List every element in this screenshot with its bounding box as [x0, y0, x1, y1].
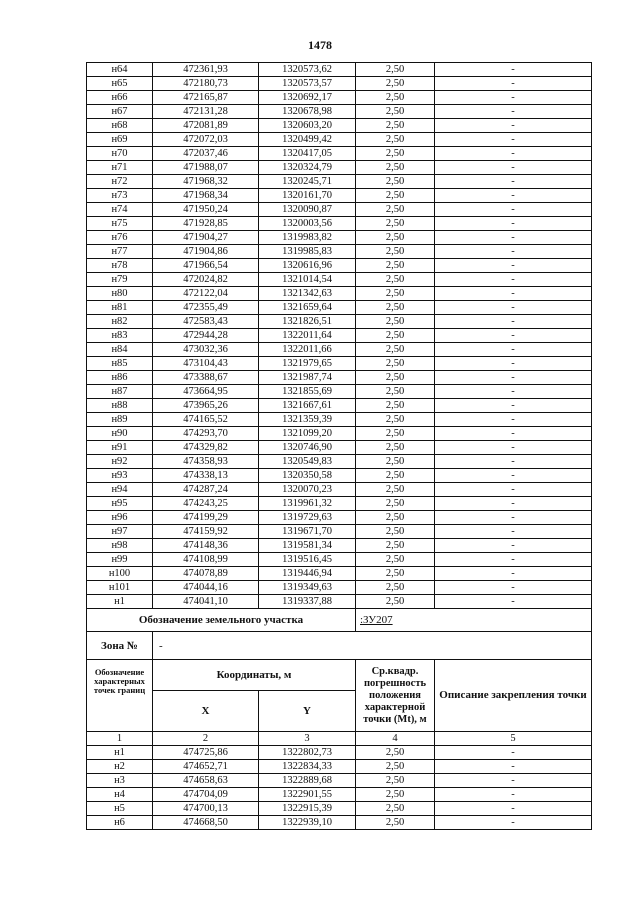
error-cell: 2,50 — [356, 595, 435, 609]
x-coordinate-cell: 472180,73 — [153, 77, 259, 91]
x-coordinate-cell: 471904,86 — [153, 245, 259, 259]
y-coordinate-cell: 1321014,54 — [259, 273, 356, 287]
point-name-cell: н91 — [87, 441, 153, 455]
table-row — [87, 497, 592, 511]
description-cell: - — [435, 77, 592, 91]
error-cell: 2,50 — [356, 105, 435, 119]
table-row — [87, 371, 592, 385]
x-coordinate-cell: 474668,50 — [153, 816, 259, 830]
point-name-cell: н99 — [87, 553, 153, 567]
page-number: 1478 — [308, 38, 332, 52]
point-name-cell: н74 — [87, 203, 153, 217]
y-coordinate-cell: 1322901,55 — [259, 788, 356, 802]
table-row — [87, 231, 592, 245]
error-cell: 2,50 — [356, 133, 435, 147]
description-cell: - — [435, 245, 592, 259]
x-coordinate-cell: 473965,26 — [153, 399, 259, 413]
y-coordinate-cell: 1320161,70 — [259, 189, 356, 203]
y-coordinate-cell: 1319983,82 — [259, 231, 356, 245]
y-coordinate-cell: 1322939,10 — [259, 816, 356, 830]
error-cell: 2,50 — [356, 483, 435, 497]
error-cell: 2,50 — [356, 91, 435, 105]
error-cell: 2,50 — [356, 469, 435, 483]
y-coordinate-cell: 1319671,70 — [259, 525, 356, 539]
point-name-cell: н94 — [87, 483, 153, 497]
x-coordinate-cell: 474658,63 — [153, 774, 259, 788]
parcel-label: Обозначение земельного участка — [87, 609, 356, 632]
coordinates-table-top — [87, 63, 592, 609]
error-cell: 2,50 — [356, 511, 435, 525]
y-coordinate-cell: 1320070,23 — [259, 483, 356, 497]
y-coordinate-cell: 1320324,79 — [259, 161, 356, 175]
error-cell: 2,50 — [356, 371, 435, 385]
point-name-cell: н70 — [87, 147, 153, 161]
y-coordinate-cell: 1320499,42 — [259, 133, 356, 147]
table-row — [87, 816, 592, 830]
table-row — [87, 343, 592, 357]
description-cell: - — [435, 455, 592, 469]
x-coordinate-cell: 474652,71 — [153, 760, 259, 774]
coordinates-table-bottom — [87, 746, 592, 830]
y-coordinate-cell: 1321099,20 — [259, 427, 356, 441]
point-column-header: Обозначение характерных точек границ — [87, 660, 153, 732]
table-row — [87, 301, 592, 315]
y-coordinate-cell: 1320245,71 — [259, 175, 356, 189]
description-cell: - — [435, 161, 592, 175]
table-row — [87, 455, 592, 469]
description-cell: - — [435, 567, 592, 581]
x-coordinate-cell: 474041,10 — [153, 595, 259, 609]
description-cell: - — [435, 175, 592, 189]
point-name-cell: н89 — [87, 413, 153, 427]
table-row — [87, 774, 592, 788]
point-name-cell: н75 — [87, 217, 153, 231]
column-number: 4 — [356, 732, 435, 746]
y-coordinate-cell: 1320417,05 — [259, 147, 356, 161]
x-coordinate-cell: 473664,95 — [153, 385, 259, 399]
point-name-cell: н6 — [87, 816, 153, 830]
column-number: 5 — [435, 732, 592, 746]
x-coordinate-cell: 471966,54 — [153, 259, 259, 273]
table-row — [87, 329, 592, 343]
table-row — [87, 259, 592, 273]
zone-value: - — [153, 632, 592, 660]
description-cell: - — [435, 802, 592, 816]
error-cell: 2,50 — [356, 287, 435, 301]
table-row — [87, 161, 592, 175]
point-name-cell: н72 — [87, 175, 153, 189]
description-cell: - — [435, 147, 592, 161]
description-cell: - — [435, 287, 592, 301]
x-coordinate-cell: 472072,03 — [153, 133, 259, 147]
table-row — [87, 746, 592, 760]
x-coordinate-cell: 471904,27 — [153, 231, 259, 245]
y-coordinate-cell: 1320090,87 — [259, 203, 356, 217]
x-coordinate-cell: 473104,43 — [153, 357, 259, 371]
table-row — [87, 119, 592, 133]
description-cell: - — [435, 581, 592, 595]
point-name-cell: н1 — [87, 595, 153, 609]
description-cell: - — [435, 746, 592, 760]
point-name-cell: н73 — [87, 189, 153, 203]
x-coordinate-cell: 471950,24 — [153, 203, 259, 217]
description-cell: - — [435, 539, 592, 553]
table-row — [87, 427, 592, 441]
error-cell: 2,50 — [356, 802, 435, 816]
y-coordinate-cell: 1319349,63 — [259, 581, 356, 595]
x-coordinate-cell: 474199,29 — [153, 511, 259, 525]
point-name-cell: н68 — [87, 119, 153, 133]
error-cell: 2,50 — [356, 217, 435, 231]
error-cell: 2,50 — [356, 161, 435, 175]
table-row — [87, 133, 592, 147]
description-cell: - — [435, 774, 592, 788]
x-coordinate-cell: 474329,82 — [153, 441, 259, 455]
table-row — [87, 357, 592, 371]
y-coordinate-cell: 1321979,65 — [259, 357, 356, 371]
point-name-cell: н98 — [87, 539, 153, 553]
error-cell: 2,50 — [356, 357, 435, 371]
y-coordinate-cell: 1320746,90 — [259, 441, 356, 455]
error-cell: 2,50 — [356, 455, 435, 469]
x-coordinate-cell: 473388,67 — [153, 371, 259, 385]
description-cell: - — [435, 189, 592, 203]
error-cell: 2,50 — [356, 259, 435, 273]
parcel-section — [87, 609, 592, 746]
table-row — [87, 77, 592, 91]
point-name-cell: н90 — [87, 427, 153, 441]
coordinates-header: Координаты, м — [153, 660, 356, 691]
description-column-header: Описание закрепления точки — [435, 660, 592, 732]
description-cell: - — [435, 315, 592, 329]
description-cell: - — [435, 816, 592, 830]
x-coordinate-cell: 474293,70 — [153, 427, 259, 441]
table-row — [87, 539, 592, 553]
table-row — [87, 245, 592, 259]
description-cell: - — [435, 357, 592, 371]
table-row — [87, 441, 592, 455]
description-cell: - — [435, 760, 592, 774]
point-name-cell: н3 — [87, 774, 153, 788]
x-coordinate-cell: 472944,28 — [153, 329, 259, 343]
x-coordinate-cell: 474108,99 — [153, 553, 259, 567]
y-coordinate-cell: 1322834,33 — [259, 760, 356, 774]
error-cell: 2,50 — [356, 525, 435, 539]
y-coordinate-cell: 1319729,63 — [259, 511, 356, 525]
table-row — [87, 581, 592, 595]
description-cell: - — [435, 385, 592, 399]
x-coordinate-cell: 474338,13 — [153, 469, 259, 483]
point-name-cell: н78 — [87, 259, 153, 273]
y-coordinate-cell: 1320350,58 — [259, 469, 356, 483]
x-coordinate-cell: 474044,16 — [153, 581, 259, 595]
point-name-cell: н80 — [87, 287, 153, 301]
description-cell: - — [435, 301, 592, 315]
x-coordinate-cell: 474148,36 — [153, 539, 259, 553]
y-coordinate-cell: 1322011,64 — [259, 329, 356, 343]
zone-row — [87, 632, 592, 660]
x-coordinate-cell: 471988,07 — [153, 161, 259, 175]
error-cell: 2,50 — [356, 245, 435, 259]
table-row — [87, 63, 592, 77]
description-cell: - — [435, 329, 592, 343]
table-row — [87, 175, 592, 189]
point-name-cell: н65 — [87, 77, 153, 91]
error-cell: 2,50 — [356, 203, 435, 217]
y-coordinate-cell: 1320692,17 — [259, 91, 356, 105]
error-cell: 2,50 — [356, 175, 435, 189]
x-coordinate-cell: 471968,32 — [153, 175, 259, 189]
point-name-cell: н93 — [87, 469, 153, 483]
table-row — [87, 273, 592, 287]
table-row — [87, 413, 592, 427]
description-cell: - — [435, 497, 592, 511]
x-coordinate-cell: 474159,92 — [153, 525, 259, 539]
point-name-cell: н5 — [87, 802, 153, 816]
y-coordinate-cell: 1319581,34 — [259, 539, 356, 553]
error-cell: 2,50 — [356, 581, 435, 595]
point-name-cell: н84 — [87, 343, 153, 357]
description-cell: - — [435, 91, 592, 105]
point-name-cell: н77 — [87, 245, 153, 259]
description-cell: - — [435, 105, 592, 119]
y-coordinate-cell: 1320678,98 — [259, 105, 356, 119]
description-cell: - — [435, 469, 592, 483]
point-name-cell: н69 — [87, 133, 153, 147]
description-cell: - — [435, 511, 592, 525]
y-coordinate-cell: 1320003,56 — [259, 217, 356, 231]
description-cell: - — [435, 413, 592, 427]
point-name-cell: н1 — [87, 746, 153, 760]
error-cell: 2,50 — [356, 760, 435, 774]
error-cell: 2,50 — [356, 231, 435, 245]
point-name-cell: н82 — [87, 315, 153, 329]
y-coordinate-cell: 1322802,73 — [259, 746, 356, 760]
point-name-cell: н96 — [87, 511, 153, 525]
x-coordinate-cell: 471968,34 — [153, 189, 259, 203]
error-cell: 2,50 — [356, 147, 435, 161]
point-name-cell: н2 — [87, 760, 153, 774]
table-row — [87, 91, 592, 105]
error-cell: 2,50 — [356, 539, 435, 553]
description-cell: - — [435, 259, 592, 273]
y-coordinate-cell: 1321659,64 — [259, 301, 356, 315]
error-cell: 2,50 — [356, 315, 435, 329]
description-cell: - — [435, 119, 592, 133]
column-number: 3 — [259, 732, 356, 746]
point-name-cell: н4 — [87, 788, 153, 802]
error-cell: 2,50 — [356, 77, 435, 91]
error-cell: 2,50 — [356, 746, 435, 760]
x-coordinate-cell: 474287,24 — [153, 483, 259, 497]
description-cell: - — [435, 63, 592, 77]
y-coordinate-cell: 1320573,57 — [259, 77, 356, 91]
table-row — [87, 147, 592, 161]
table-row — [87, 595, 592, 609]
x-coordinate-cell: 474165,52 — [153, 413, 259, 427]
description-cell: - — [435, 343, 592, 357]
x-coordinate-cell: 474725,86 — [153, 746, 259, 760]
error-cell: 2,50 — [356, 343, 435, 357]
y-coordinate-cell: 1320573,62 — [259, 63, 356, 77]
description-cell: - — [435, 788, 592, 802]
point-name-cell: н87 — [87, 385, 153, 399]
column-number: 1 — [87, 732, 153, 746]
y-column-header: Y — [259, 691, 356, 732]
point-name-cell: н101 — [87, 581, 153, 595]
description-cell: - — [435, 217, 592, 231]
x-coordinate-cell: 474704,09 — [153, 788, 259, 802]
column-numbers-row — [87, 732, 592, 746]
error-cell: 2,50 — [356, 385, 435, 399]
table-row — [87, 189, 592, 203]
table-row — [87, 760, 592, 774]
point-name-cell: н88 — [87, 399, 153, 413]
error-cell: 2,50 — [356, 273, 435, 287]
error-cell: 2,50 — [356, 329, 435, 343]
y-coordinate-cell: 1321987,74 — [259, 371, 356, 385]
y-coordinate-cell: 1319961,32 — [259, 497, 356, 511]
error-cell: 2,50 — [356, 816, 435, 830]
table-row — [87, 287, 592, 301]
x-coordinate-cell: 472037,46 — [153, 147, 259, 161]
table-row — [87, 203, 592, 217]
y-coordinate-cell: 1322889,68 — [259, 774, 356, 788]
table-row — [87, 567, 592, 581]
error-cell: 2,50 — [356, 497, 435, 511]
y-coordinate-cell: 1321359,39 — [259, 413, 356, 427]
error-cell: 2,50 — [356, 788, 435, 802]
description-cell: - — [435, 595, 592, 609]
table-row — [87, 385, 592, 399]
table-row — [87, 217, 592, 231]
error-cell: 2,50 — [356, 63, 435, 77]
error-cell: 2,50 — [356, 441, 435, 455]
description-cell: - — [435, 483, 592, 497]
x-coordinate-cell: 472361,93 — [153, 63, 259, 77]
y-coordinate-cell: 1321667,61 — [259, 399, 356, 413]
x-column-header: X — [153, 691, 259, 732]
point-name-cell: н76 — [87, 231, 153, 245]
description-cell: - — [435, 203, 592, 217]
x-coordinate-cell: 471928,85 — [153, 217, 259, 231]
x-coordinate-cell: 472122,04 — [153, 287, 259, 301]
error-cell: 2,50 — [356, 427, 435, 441]
table-row — [87, 525, 592, 539]
description-cell: - — [435, 441, 592, 455]
zone-label: Зона № — [87, 632, 153, 660]
coordinates-table — [86, 62, 592, 830]
error-cell: 2,50 — [356, 413, 435, 427]
parcel-row — [87, 609, 592, 632]
y-coordinate-cell: 1320549,83 — [259, 455, 356, 469]
description-cell: - — [435, 553, 592, 567]
table-row — [87, 788, 592, 802]
y-coordinate-cell: 1320603,20 — [259, 119, 356, 133]
point-name-cell: н95 — [87, 497, 153, 511]
x-coordinate-cell: 474700,13 — [153, 802, 259, 816]
description-cell: - — [435, 399, 592, 413]
table-row — [87, 511, 592, 525]
point-name-cell: н97 — [87, 525, 153, 539]
x-coordinate-cell: 472024,82 — [153, 273, 259, 287]
error-cell: 2,50 — [356, 301, 435, 315]
error-cell: 2,50 — [356, 399, 435, 413]
point-name-cell: н64 — [87, 63, 153, 77]
y-coordinate-cell: 1319446,94 — [259, 567, 356, 581]
y-coordinate-cell: 1319337,88 — [259, 595, 356, 609]
x-coordinate-cell: 472583,43 — [153, 315, 259, 329]
table-row — [87, 469, 592, 483]
x-coordinate-cell: 474078,89 — [153, 567, 259, 581]
description-cell: - — [435, 427, 592, 441]
x-coordinate-cell: 474358,93 — [153, 455, 259, 469]
y-coordinate-cell: 1320616,96 — [259, 259, 356, 273]
error-column-header: Ср.квадр. погрешность положения характерной точки (Mt), м — [356, 660, 435, 732]
y-coordinate-cell: 1322915,39 — [259, 802, 356, 816]
point-name-cell: н79 — [87, 273, 153, 287]
error-cell: 2,50 — [356, 774, 435, 788]
error-cell: 2,50 — [356, 119, 435, 133]
description-cell: - — [435, 133, 592, 147]
y-coordinate-cell: 1322011,66 — [259, 343, 356, 357]
y-coordinate-cell: 1319516,45 — [259, 553, 356, 567]
x-coordinate-cell: 472131,28 — [153, 105, 259, 119]
x-coordinate-cell: 472355,49 — [153, 301, 259, 315]
header-row-1 — [87, 660, 592, 691]
point-name-cell: н85 — [87, 357, 153, 371]
table-row — [87, 802, 592, 816]
y-coordinate-cell: 1321342,63 — [259, 287, 356, 301]
table-row — [87, 553, 592, 567]
point-name-cell: н71 — [87, 161, 153, 175]
table-row — [87, 105, 592, 119]
description-cell: - — [435, 273, 592, 287]
point-name-cell: н67 — [87, 105, 153, 119]
description-cell: - — [435, 371, 592, 385]
table-row — [87, 399, 592, 413]
y-coordinate-cell: 1321826,51 — [259, 315, 356, 329]
error-cell: 2,50 — [356, 567, 435, 581]
table-row — [87, 315, 592, 329]
description-cell: - — [435, 525, 592, 539]
table-row — [87, 483, 592, 497]
point-name-cell: н81 — [87, 301, 153, 315]
x-coordinate-cell: 474243,25 — [153, 497, 259, 511]
x-coordinate-cell: 472165,87 — [153, 91, 259, 105]
error-cell: 2,50 — [356, 553, 435, 567]
point-name-cell: н100 — [87, 567, 153, 581]
y-coordinate-cell: 1321855,69 — [259, 385, 356, 399]
column-number: 2 — [153, 732, 259, 746]
error-cell: 2,50 — [356, 189, 435, 203]
point-name-cell: н83 — [87, 329, 153, 343]
x-coordinate-cell: 472081,89 — [153, 119, 259, 133]
description-cell: - — [435, 231, 592, 245]
y-coordinate-cell: 1319985,83 — [259, 245, 356, 259]
point-name-cell: н86 — [87, 371, 153, 385]
point-name-cell: н92 — [87, 455, 153, 469]
parcel-id: :ЗУ207 — [356, 609, 592, 632]
point-name-cell: н66 — [87, 91, 153, 105]
x-coordinate-cell: 473032,36 — [153, 343, 259, 357]
